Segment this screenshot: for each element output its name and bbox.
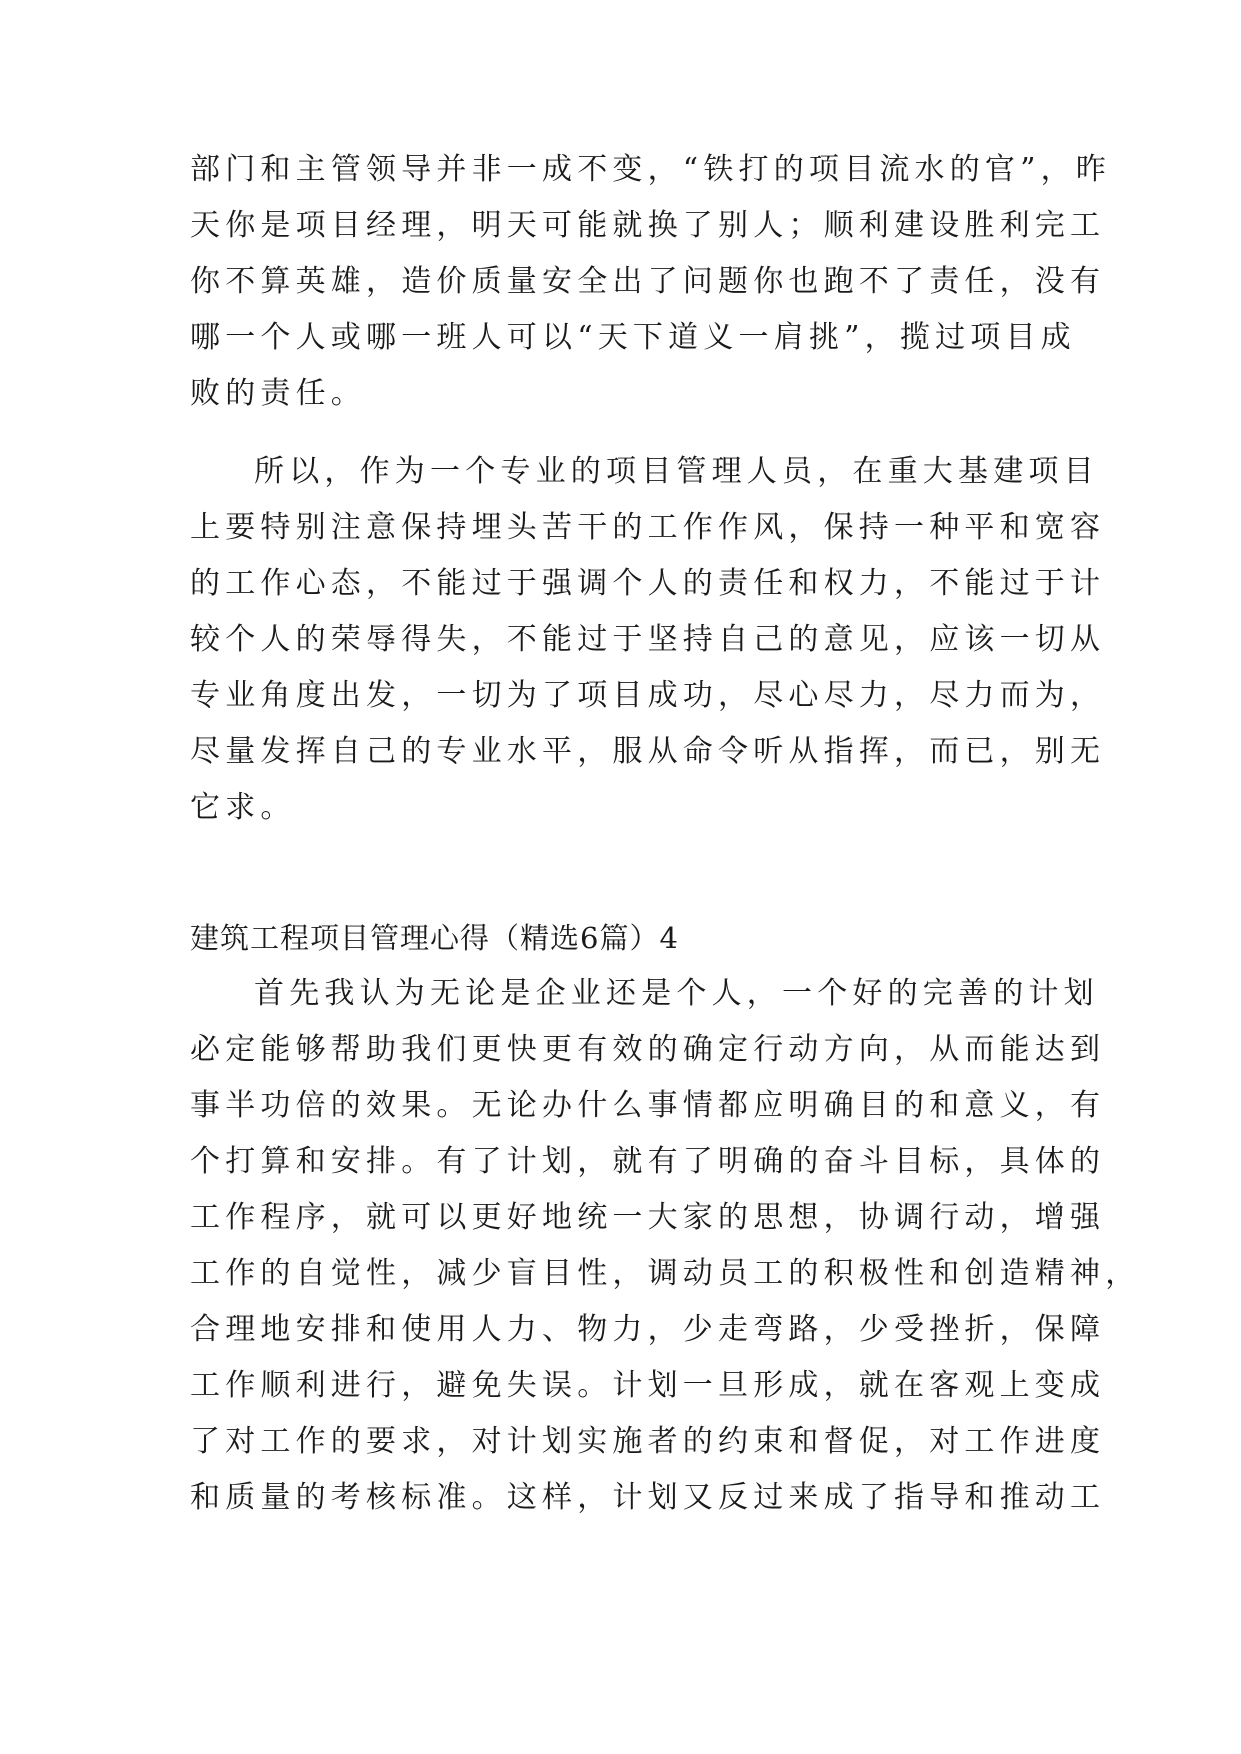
text-line: 了对工作的要求，对计划实施者的约束和督促，对工作进度: [190, 1424, 1106, 1459]
text-line: 事半功倍的效果。无论办什么事情都应明确目的和意义，有: [190, 1088, 1106, 1123]
text-line: 哪一个人或哪一班人可以“天下道义一肩挑”，揽过项目成: [190, 320, 1076, 355]
text-line: 个打算和安排。有了计划，就有了明确的奋斗目标，具体的: [190, 1144, 1106, 1179]
text-line: 和质量的考核标准。这样，计划又反过来成了指导和推动工: [190, 1480, 1106, 1515]
text-line: 合理地安排和使用人力、物力，少走弯路，少受挫折，保障: [190, 1312, 1106, 1347]
text-line: 它求。: [190, 790, 296, 825]
text-line: 专业角度出发，一切为了项目成功，尽心尽力，尽力而为，: [190, 678, 1106, 713]
text-line: 你不算英雄，造价质量安全出了问题你也跑不了责任，没有: [190, 264, 1106, 299]
text-line: 败的责任。: [190, 376, 366, 411]
text-line: 的工作心态，不能过于强调个人的责任和权力，不能过于计: [190, 566, 1106, 601]
section-heading: 建筑工程项目管理心得（精选6篇）4: [190, 921, 679, 955]
text-line: 所以，作为一个专业的项目管理人员，在重大基建项目: [254, 454, 1099, 489]
text-line: 必定能够帮助我们更快更有效的确定行动方向，从而能达到: [190, 1032, 1106, 1067]
text-line: 工作程序，就可以更好地统一大家的思想，协调行动，增强: [190, 1200, 1106, 1235]
text-line: 尽量发挥自己的专业水平，服从命令听从指挥，而已，别无: [190, 734, 1106, 769]
text-line: 工作的自觉性，减少盲目性，调动员工的积极性和创造精神，: [190, 1256, 1141, 1291]
text-line: 部门和主管领导并非一成不变，“铁打的项目流水的官”，昨: [190, 152, 1112, 187]
text-line: 上要特别注意保持埋头苦干的工作作风，保持一种平和宽容: [190, 510, 1106, 545]
text-line: 工作顺利进行，避免失误。计划一旦形成，就在客观上变成: [190, 1368, 1106, 1403]
text-line: 首先我认为无论是企业还是个人，一个好的完善的计划: [254, 976, 1099, 1011]
text-line: 天你是项目经理，明天可能就换了别人；顺利建设胜利完工: [190, 208, 1106, 243]
text-line: 较个人的荣辱得失，不能过于坚持自己的意见，应该一切从: [190, 622, 1106, 657]
